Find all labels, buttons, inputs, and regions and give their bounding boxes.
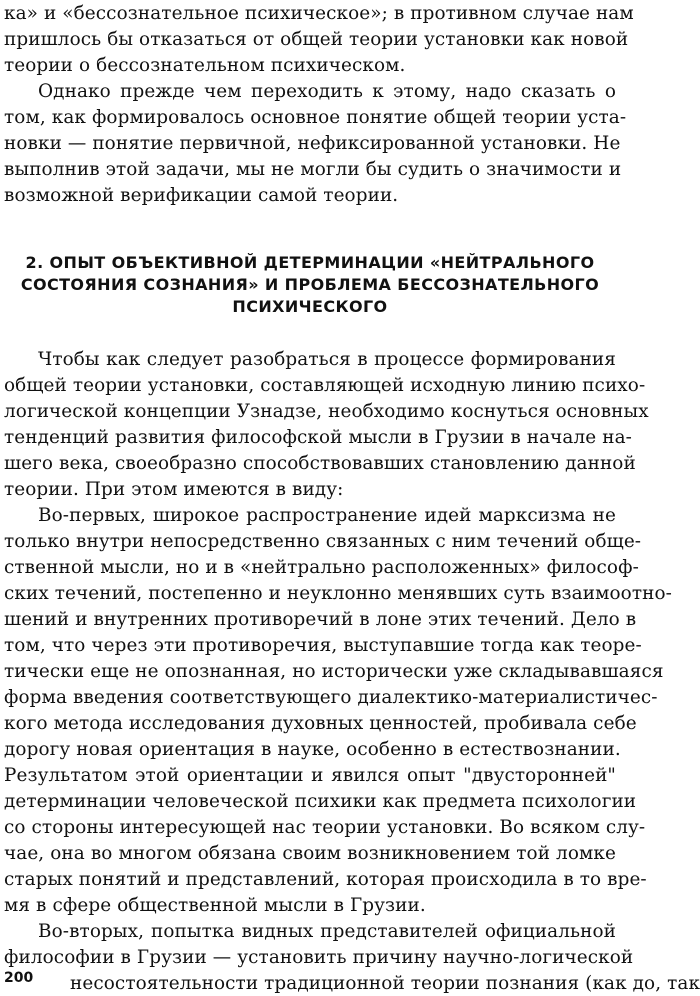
text-line: старых понятий и представлений, которая происходила в то вре-	[4, 869, 647, 890]
text-line: Чтобы как следует разобраться в процессе формирования	[38, 349, 616, 370]
text-line: теории. При этом имеются в виду:	[4, 479, 344, 500]
section-heading-line: СОСТОЯНИЯ СОЗНАНИЯ» И ПРОБЛЕМА БЕССОЗНАТЕЛЬНОГО	[20, 275, 600, 294]
text-line: Однако прежде чем переходить к этому, надо сказать о	[38, 81, 616, 102]
text-line: ских течений, постепенно и неуклонно менявших суть взаимоотно-	[4, 583, 672, 604]
text-line: ка» и «бессознательное психическое»; в противном случае нам	[4, 3, 634, 24]
text-line: тически еще не опознанная, но исторически уже складывавшаяся	[4, 661, 664, 682]
text-line: Результатом этой ориентации и явился опыт "двусторонней"	[4, 765, 616, 786]
text-line: несостоятельности традиционной теории познания (как до, так	[70, 973, 700, 994]
section-heading-line: ПСИХИЧЕСКОГО	[232, 297, 388, 316]
text-line: философии в Грузии — установить причину научно-логической	[4, 947, 634, 968]
section-heading-line: 2. ОПЫТ ОБЪЕКТИВНОЙ ДЕТЕРМИНАЦИИ «НЕЙТРАЛЬНОГО	[25, 253, 595, 272]
text-line: Во-первых, широкое распространение идей марксизма не	[38, 505, 616, 526]
text-line: Во-вторых, попытка видных представителей официальной	[38, 921, 616, 942]
text-line: тенденций развития философской мысли в Грузии в начале на-	[4, 427, 632, 448]
text-line: дорогу новая ориентация в науке, особенно в естествознании.	[4, 739, 621, 760]
text-line: возможной верификации самой теории.	[4, 185, 399, 206]
text-line: новки — понятие первичной, нефиксированной установки. Не	[4, 133, 621, 154]
text-line: шений и внутренних противоречий в лоне этих течений. Дело в	[4, 609, 637, 630]
text-line: только внутри непосредственно связанных с ним течений обще-	[4, 531, 642, 552]
text-line: мя в сфере общественной мысли в Грузии.	[4, 895, 426, 916]
text-line: форма введения соответствующего диалектико-материалистичес-	[4, 687, 658, 708]
text-line: кого метода исследования духовных ценностей, пробивала себе	[4, 713, 637, 734]
text-line: со стороны интересующей нас теории установки. Во всяком слу-	[4, 817, 646, 838]
text-line: том, как формировалось основное понятие общей теории уста-	[4, 107, 627, 128]
text-line: пришлось бы отказаться от общей теории установки как новой	[4, 29, 629, 50]
text-line: детерминации человеческой психики как предмета психологии	[4, 791, 637, 812]
text-line: ственной мысли, но и в «нейтрально расположенных» философ-	[4, 557, 639, 578]
page-number: 200	[4, 970, 34, 986]
text-line: чае, она во многом обязана своим возникновением той ломке	[4, 843, 616, 864]
text-line: общей теории установки, составляющей исходную линию психо-	[4, 375, 646, 396]
text-line: логической концепции Узнадзе, необходимо коснуться основных	[4, 401, 649, 422]
text-line: теории о бессознательном психическом.	[4, 55, 406, 76]
text-line: том, что через эти противоречия, выступавшие тогда как теоре-	[4, 635, 642, 656]
text-line: выполнив этой задачи, мы не могли бы судить о значимости и	[4, 159, 622, 180]
text-line: шего века, своеобразно способствовавших становлению данной	[4, 453, 636, 474]
